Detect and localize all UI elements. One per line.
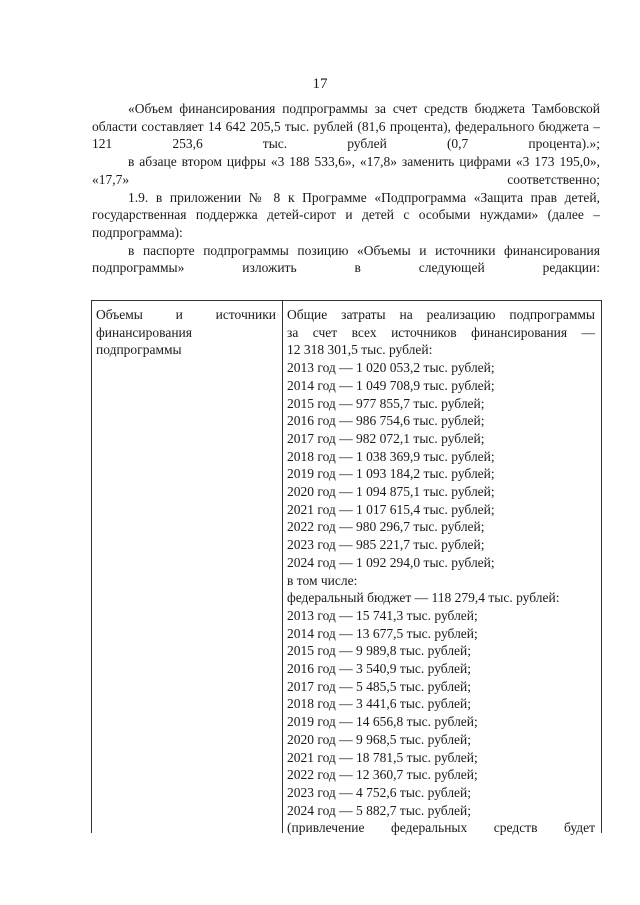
body-text bbox=[92, 100, 600, 277]
total-year-line: 2018 год — 1 038 369,9 тыс. рублей; bbox=[287, 448, 495, 464]
federal-year-line: 2021 год — 18 781,5 тыс. рублей; bbox=[287, 749, 478, 765]
left-cell-line: Объемы и источники bbox=[96, 307, 276, 322]
including-label: в том числе: bbox=[287, 572, 358, 588]
federal-year-line: 2014 год — 13 677,5 тыс. рублей; bbox=[287, 625, 478, 641]
table-right-cell bbox=[287, 306, 595, 837]
total-year-line: 2021 год — 1 017 615,4 тыс. рублей; bbox=[287, 501, 495, 517]
federal-year-line: 2017 год — 5 485,5 тыс. рублей; bbox=[287, 678, 472, 694]
total-year-line: 2013 год — 1 020 053,2 тыс. рублей; bbox=[287, 360, 495, 376]
paragraph-passport-position: в паспорте подпрограммы позицию «Объемы и источники финансирования подпрограммы» изложить в следующей редакции: bbox=[92, 242, 600, 276]
total-year-line: 2023 год — 985 221,7 тыс. рублей; bbox=[287, 537, 485, 553]
total-year-line: 2014 год — 1 049 708,9 тыс. рублей; bbox=[287, 377, 495, 393]
total-intro-line: Общие затраты на реализацию подпрограммы bbox=[287, 307, 595, 322]
trailing-line: (привлечение федеральных средств будет bbox=[287, 820, 595, 836]
total-year-line: 2024 год — 1 092 294,0 тыс. рублей; bbox=[287, 554, 495, 570]
financing-table bbox=[91, 300, 602, 836]
paragraph-replace-figures: в абзаце втором цифры «3 188 533,6», «17,8» заменить цифрами «3 173 195,0», «17,7» соответственно; bbox=[92, 154, 600, 187]
total-amount-line: 12 318 301,5 тыс. рублей: bbox=[287, 342, 433, 358]
total-year-line: 2022 год — 980 296,7 тыс. рублей; bbox=[287, 519, 485, 535]
federal-year-line: 2024 год — 5 882,7 тыс. рублей; bbox=[287, 802, 472, 818]
left-cell-line: финансирования bbox=[96, 324, 192, 340]
total-year-line: 2015 год — 977 855,7 тыс. рублей; bbox=[287, 395, 485, 411]
total-year-line: 2017 год — 982 072,1 тыс. рублей; bbox=[287, 430, 485, 446]
federal-year-line: 2023 год — 4 752,6 тыс. рублей; bbox=[287, 784, 472, 800]
federal-year-line: 2016 год — 3 540,9 тыс. рублей; bbox=[287, 661, 472, 677]
federal-year-line: 2018 год — 3 441,6 тыс. рублей; bbox=[287, 696, 472, 712]
federal-year-line: 2020 год — 9 968,5 тыс. рублей; bbox=[287, 731, 472, 747]
paragraph-appendix-8: 1.9. в приложении № 8 к Программе «Подпрограмма «Защита прав детей, государственная поддержка детей-сирот и детей с особыми нуждами» (далее – подпрограмма): bbox=[92, 189, 600, 240]
federal-year-line: 2013 год — 15 741,3 тыс. рублей; bbox=[287, 607, 478, 623]
total-intro-line: за счет всех источников финансирования — bbox=[287, 324, 595, 340]
total-year-line: 2020 год — 1 094 875,1 тыс. рублей; bbox=[287, 484, 495, 500]
total-year-line: 2019 год — 1 093 184,2 тыс. рублей; bbox=[287, 466, 495, 482]
column-divider bbox=[282, 301, 283, 833]
federal-year-line: 2022 год — 12 360,7 тыс. рублей; bbox=[287, 767, 478, 783]
federal-year-line: 2015 год — 9 989,8 тыс. рублей; bbox=[287, 643, 472, 659]
table-left-cell bbox=[96, 306, 276, 359]
left-cell-line: подпрограммы bbox=[96, 342, 182, 358]
federal-total-line: федеральный бюджет — 118 279,4 тыс. рублей: bbox=[287, 590, 560, 606]
page-number: 17 bbox=[312, 76, 328, 92]
total-year-line: 2016 год — 986 754,6 тыс. рублей; bbox=[287, 413, 485, 429]
federal-year-line: 2019 год — 14 656,8 тыс. рублей; bbox=[287, 714, 478, 730]
paragraph-budget-volume: «Объем финансирования подпрограммы за счет средств бюджета Тамбовской области составляет 14 642 205,5 тыс. рублей (81,6 процента), федерального бюджета – 121 253,6 тыс. рублей (0,7 процента).»; bbox=[92, 101, 600, 152]
